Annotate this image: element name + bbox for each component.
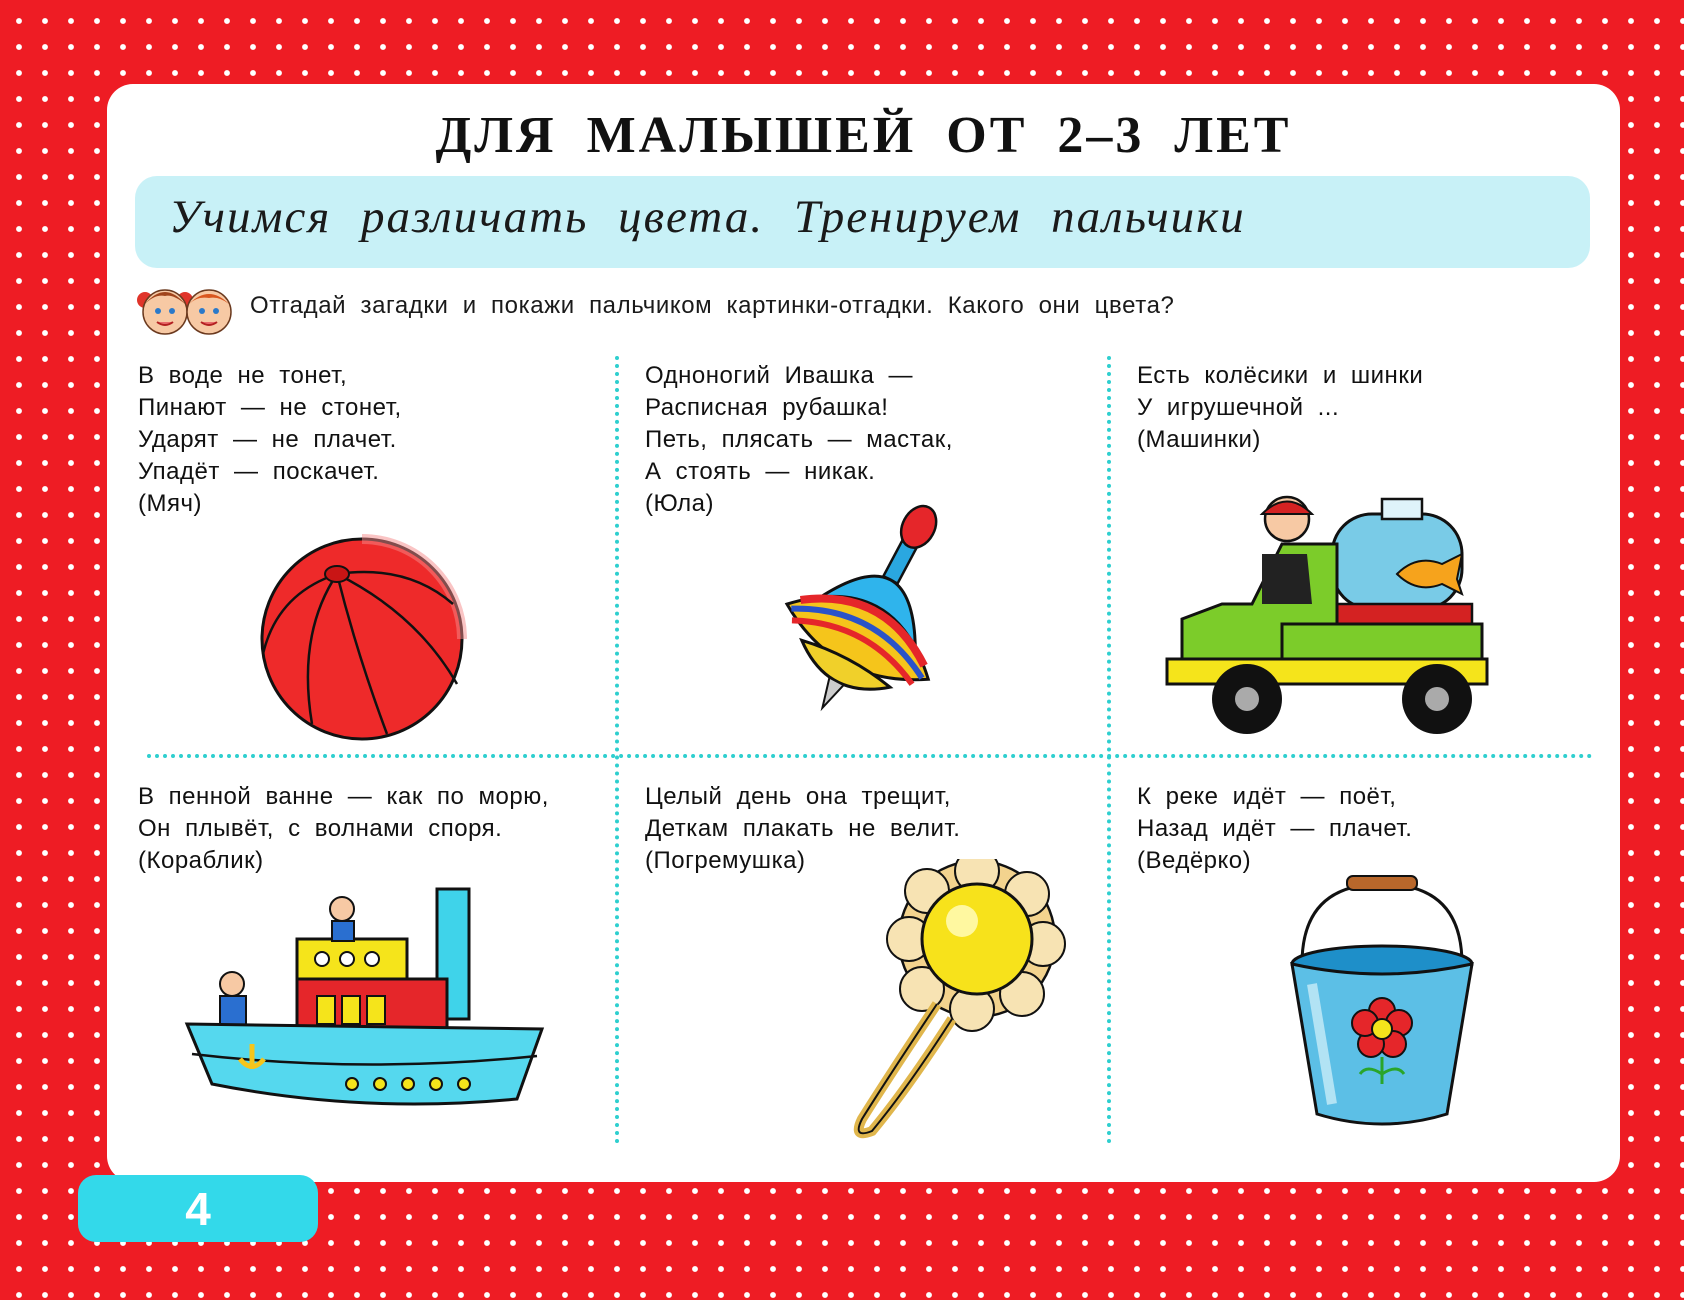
riddle-ball <box>138 360 402 520</box>
divider-vertical-2 <box>1107 356 1111 1144</box>
bucket-icon <box>1282 874 1482 1134</box>
riddle-line: Назад идёт — плачет. <box>1137 815 1413 842</box>
riddle-line: Есть колёсики и шинки <box>1137 362 1424 389</box>
riddle-answer: (Мяч) <box>138 490 202 517</box>
riddle-truck <box>1137 360 1423 456</box>
riddle-line: Целый день она трещит, <box>645 783 951 810</box>
rattle-icon <box>817 859 1067 1139</box>
riddle-line: Ударят — не плачет. <box>138 426 397 453</box>
riddle-line: У игрушечной ... <box>1137 394 1340 421</box>
page-card <box>107 84 1620 1182</box>
riddle-line: В пенной ванне — как по морю, <box>138 783 549 810</box>
riddle-line: К реке идёт — поёт, <box>1137 783 1397 810</box>
riddle-line: В воде не тонет, <box>138 362 348 389</box>
riddle-line: Расписная рубашка! <box>645 394 889 421</box>
toy-boat-icon <box>182 884 552 1129</box>
riddle-answer: (Ведёрко) <box>1137 847 1252 874</box>
toy-truck-icon <box>1162 494 1512 739</box>
page-number: 4 <box>185 1182 211 1235</box>
subtitle-banner <box>135 176 1590 268</box>
riddle-line: Одноногий Ивашка — <box>645 362 913 389</box>
instruction-text: Отгадай загадки и покажи пальчиком картинки-отгадки. Какого они цвета? <box>250 292 1175 319</box>
page-title: ДЛЯ МАЛЫШЕЙ ОТ 2–3 ЛЕТ <box>435 107 1292 164</box>
riddle-answer: (Погремушка) <box>645 847 806 874</box>
riddle-boat <box>138 781 549 877</box>
riddle-answer: (Кораблик) <box>138 847 264 874</box>
riddle-answer: (Юла) <box>645 490 715 517</box>
kids-icon <box>133 280 237 340</box>
subtitle-text: Учимся различать цвета. Тренируем пальчики <box>169 191 1246 243</box>
riddle-line: Деткам плакать не велит. <box>645 815 961 842</box>
riddle-line: Упадёт — поскачет. <box>138 458 380 485</box>
riddle-line: Он плывёт, с волнами споря. <box>138 815 503 842</box>
ball-icon <box>257 534 467 744</box>
riddle-line: Пинают — не стонет, <box>138 394 402 421</box>
riddle-bucket <box>1137 781 1412 877</box>
divider-horizontal <box>147 754 1593 758</box>
divider-vertical-1 <box>615 356 619 1144</box>
spinning-top-icon <box>747 494 987 724</box>
riddle-answer: (Машинки) <box>1137 426 1261 453</box>
page-number-tab <box>78 1175 318 1242</box>
riddle-line: Петь, плясать — мастак, <box>645 426 953 453</box>
riddle-line: А стоять — никак. <box>645 458 876 485</box>
